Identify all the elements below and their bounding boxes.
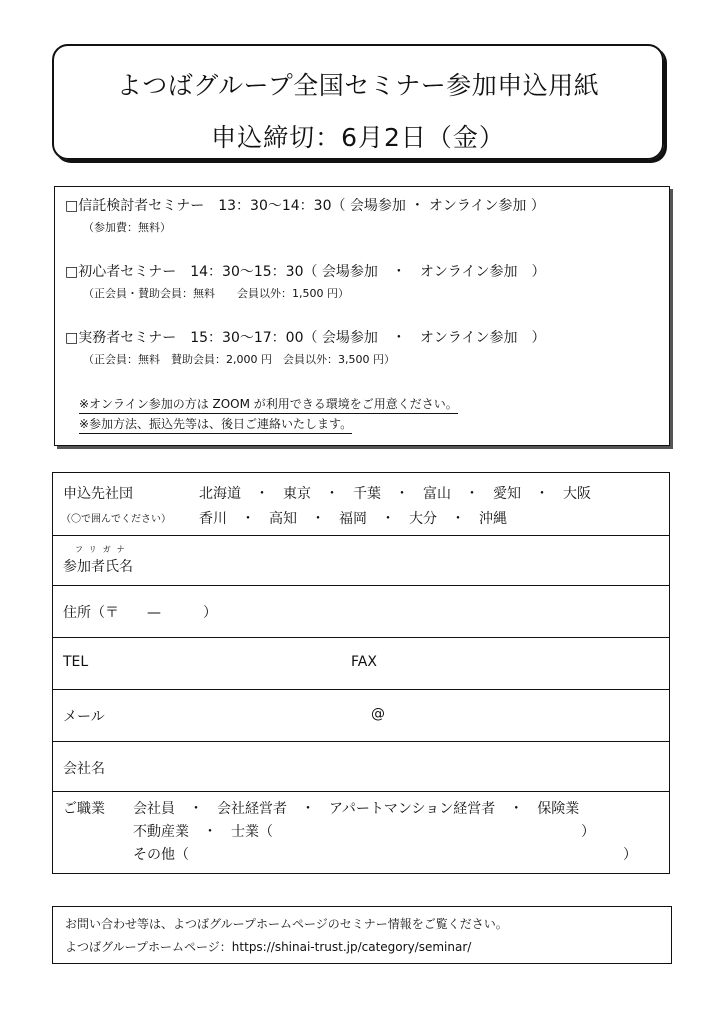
email-label: メール — [63, 709, 105, 725]
occupation-options-line3[interactable]: その他（ ） — [133, 847, 637, 863]
online-notice: ※オンライン参加の方は ZOOM が利用できる環境をご用意ください。 — [79, 395, 458, 414]
branch-row — [53, 473, 669, 535]
title-box — [52, 44, 664, 160]
branch-options-line2[interactable]: 香川 ・ 高知 ・ 福岡 ・ 大分 ・ 沖縄 — [199, 511, 507, 527]
contact-info-box — [52, 906, 672, 964]
seminar-list — [54, 186, 670, 446]
seminar-item — [65, 327, 546, 367]
participant-name-label: 参加者氏名 — [63, 559, 133, 575]
application-form — [52, 472, 670, 874]
contact-note: お問い合わせ等は、よつばグループホームページのセミナー情報をご覧ください。 — [65, 917, 508, 931]
seminar-fee: （正会員：無料 賛助会員：2,000 円 会員以外：3,500 円） — [83, 353, 395, 366]
branch-note: （〇で囲んでください） — [61, 514, 171, 525]
seminar-name[interactable]: □信託検討者セミナー 13：30〜14：30（ 会場参加 ・ オンライン参加 ） — [65, 198, 545, 214]
seminar-name[interactable]: □実務者セミナー 15：30〜17：00（ 会場参加 ・ オンライン参加 ） — [65, 330, 546, 346]
branch-label: 申込先社団 — [63, 486, 133, 502]
occupation-label: ご職業 — [63, 801, 105, 817]
email-row[interactable] — [53, 689, 669, 741]
tel-label: TEL — [63, 654, 89, 670]
form-title: よつばグループ全国セミナー参加申込用紙 — [116, 71, 600, 100]
email-at-symbol: @ — [371, 706, 385, 722]
seminar-item — [65, 261, 546, 301]
seminar-fee: （参加費：無料） — [83, 221, 171, 234]
occupation-options-line1[interactable]: 会社員 ・ 会社経営者 ・ アパートマンション経営者 ・ 保険業 — [133, 801, 580, 817]
fax-label: FAX — [351, 654, 377, 670]
address-label: 住所（〒 — ） — [63, 605, 217, 621]
deadline: 申込締切：6月2日（金） — [211, 123, 505, 152]
homepage-url[interactable]: よつばグループホームページ：https://shinai-trust.jp/category/seminar/ — [65, 940, 472, 954]
seminar-item — [65, 195, 545, 235]
company-label: 会社名 — [63, 761, 105, 777]
seminar-fee: （正会員・賛助会員：無料 会員以外：1,500 円） — [83, 287, 349, 300]
occupation-options-line2[interactable]: 不動産業 ・ 士業（ ） — [133, 824, 595, 840]
occupation-row — [53, 791, 669, 875]
participant-name-row[interactable] — [53, 535, 669, 585]
company-row[interactable] — [53, 741, 669, 791]
address-row[interactable] — [53, 585, 669, 637]
phone-fax-row[interactable] — [53, 637, 669, 689]
furigana-label: フリガナ — [75, 545, 131, 554]
payment-notice: ※参加方法、振込先等は、後日ご連絡いたします。 — [79, 415, 352, 434]
seminar-name[interactable]: □初心者セミナー 14：30〜15：30（ 会場参加 ・ オンライン参加 ） — [65, 264, 546, 280]
branch-options-line1[interactable]: 北海道 ・ 東京 ・ 千葉 ・ 富山 ・ 愛知 ・ 大阪 — [199, 486, 591, 502]
